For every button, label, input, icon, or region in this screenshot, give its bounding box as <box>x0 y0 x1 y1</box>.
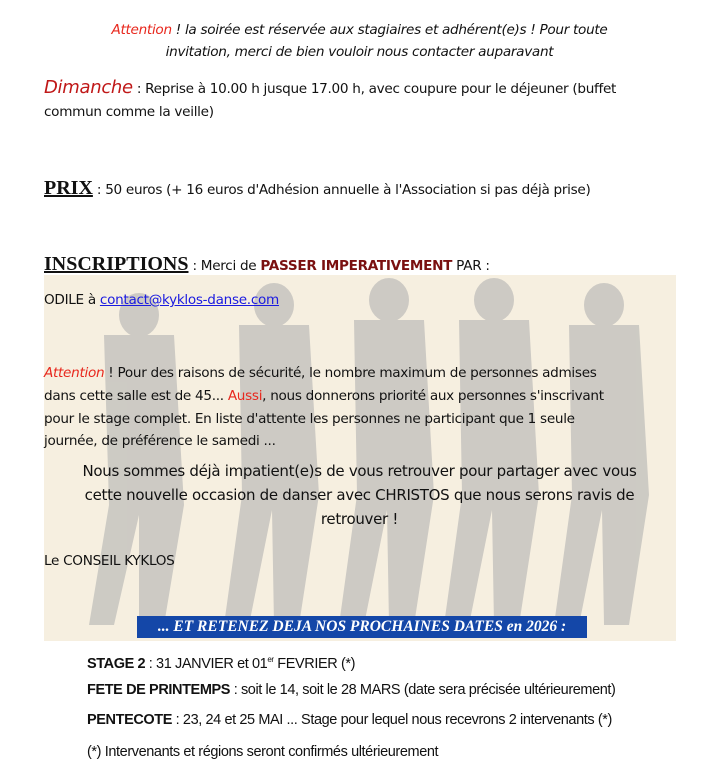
date-label: FETE DE PRINTEMPS <box>87 682 231 698</box>
notice-line-1 <box>0 20 719 40</box>
safety-attention-label: Attention <box>44 365 105 381</box>
safety-line-3: pour le stage complet. En liste d'attente les personnes ne participant que 1 seule <box>44 411 575 427</box>
date-label: PENTECOTE <box>87 712 173 728</box>
date-text: FEVRIER (*) <box>273 655 356 672</box>
sunday-text: : Reprise à 10.00 h jusque 17.00 h, avec coupure pour le déjeuner (buffet <box>132 81 617 97</box>
registration-line <box>44 254 490 276</box>
safety-line-2 <box>44 386 604 406</box>
safety-text: dans cette salle est de 45... <box>44 388 228 404</box>
notice-text: ! la soirée est réservée aux stagiaires et adhérent(e)s ! Pour toute <box>171 22 608 38</box>
price-text: : 50 euros (+ 16 euros d'Adhésion annuelle à l'Association si pas déjà prise) <box>92 182 591 198</box>
footnote: (*) Intervenants et régions seront confirmés ultérieurement <box>87 744 439 760</box>
date-label: STAGE 2 <box>87 655 146 672</box>
date-item-pentecote <box>87 710 612 730</box>
date-item-stage2 <box>87 650 355 674</box>
email-link[interactable]: contact@kyklos-danse.com <box>99 292 279 308</box>
sunday-line-2: commun comme la veille) <box>44 104 214 120</box>
safety-text: ! Pour des raisons de sécurité, le nombre maximum de personnes admises <box>104 365 597 381</box>
contact-prefix: ODILE à <box>44 292 100 308</box>
safety-line-1 <box>44 363 597 383</box>
sunday-label: Dimanche <box>44 77 133 98</box>
price-line <box>44 178 590 200</box>
date-item-fete <box>87 680 616 700</box>
notice-line-2: invitation, merci de bien vouloir nous contacter auparavant <box>165 44 554 60</box>
contact-line <box>44 290 279 310</box>
attention-label: Attention <box>111 22 172 38</box>
sunday-line-1 <box>44 78 616 99</box>
date-text: : 23, 24 et 25 MAI ... Stage pour lequel nous recevrons 2 intervenants (*) <box>172 712 612 728</box>
date-text: : soit le 14, soit le 28 MARS (date sera précisée ultérieurement) <box>230 682 616 698</box>
registration-emphasis: PASSER IMPERATIVEMENT <box>260 258 453 274</box>
upcoming-dates-banner: ... ET RETENEZ DEJA NOS PROCHAINES DATES en 2026 : <box>137 616 587 638</box>
closing-line-1: Nous sommes déjà impatient(e)s de vous retrouver pour partager avec vous <box>82 462 637 480</box>
price-heading: PRIX <box>44 177 93 199</box>
safety-line-4: journée, de préférence le samedi ... <box>44 433 276 449</box>
closing-line-3: retrouver ! <box>320 510 399 528</box>
date-sup: er <box>267 655 274 664</box>
date-text: : 31 JANVIER et 01 <box>145 655 268 672</box>
aussi-label: Aussi <box>227 388 263 404</box>
dancers-background-image <box>44 275 676 641</box>
closing-line-2: cette nouvelle occasion de danser avec CHRISTOS que nous serons ravis de <box>84 486 635 504</box>
registration-heading: INSCRIPTIONS <box>44 253 189 275</box>
registration-text-end: PAR : <box>452 258 490 274</box>
safety-text: , nous donnerons priorité aux personnes s'inscrivant <box>262 388 604 404</box>
registration-text: : Merci de <box>188 258 261 274</box>
signature: Le CONSEIL KYKLOS <box>44 553 175 569</box>
